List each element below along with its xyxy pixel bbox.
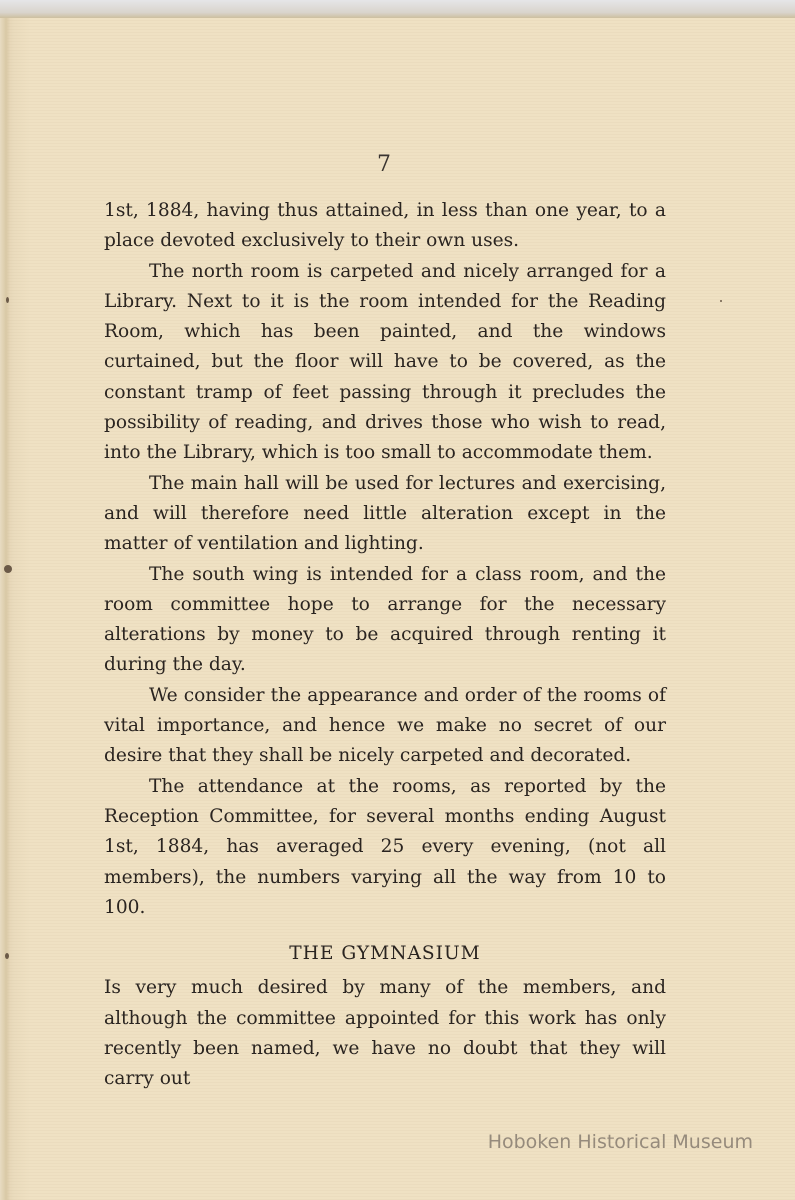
paper-speck — [4, 565, 12, 573]
paragraph-south-wing: The south wing is intended for a class room, and the room committee hope to arrange for the necessary alterations by money to be acquired through renting it during the day. — [104, 563, 666, 676]
binding-edge — [0, 18, 10, 1200]
paragraph-north-room: The north room is carpeted and nicely arranged for a Library. Next to it is the room intended for the Reading Room, which has been painted, and the windows curtained, but the floor will have to be covered, as the constant tramp of feet passing through it precludes the possibility of reading, and drives those who wish to read, into the Library, which is too small to accommodate them. — [104, 260, 666, 464]
page-number: 7 — [377, 152, 391, 177]
paragraph-attendance: The attendance at the rooms, as reported by the Reception Committee, for several months ending August 1st, 1884, has averaged 25 every evening, (not all members), the numbers varying all the way from 10 to 100. — [104, 775, 666, 918]
paragraph-appearance: We consider the appearance and order of the rooms of vital importance, and hence we make no secret of our desire that they shall be nicely carpeted and decorated. — [104, 684, 666, 767]
section-heading: THE GYMNASIUM — [289, 943, 481, 965]
paragraph-main-hall: The main hall will be used for lectures and exercising, and will therefore need little alteration except in the matter of ventilation and lighting. — [104, 472, 666, 555]
paragraph-continuation: 1st, 1884, having thus attained, in less than one year, to a place devoted exclusively to their own uses. — [104, 200, 666, 252]
scan-top-margin — [0, 0, 795, 18]
body-text — [104, 196, 666, 1095]
paper-speck — [720, 300, 722, 302]
paper-speck — [6, 297, 9, 303]
paragraph-gymnasium: Is very much desired by many of the members, and although the committee appointed for this work has only recently been named, we have no doubt that they will carry out — [104, 977, 666, 1090]
museum-watermark: Hoboken Historical Museum — [487, 1131, 753, 1153]
paper-speck — [5, 953, 9, 959]
